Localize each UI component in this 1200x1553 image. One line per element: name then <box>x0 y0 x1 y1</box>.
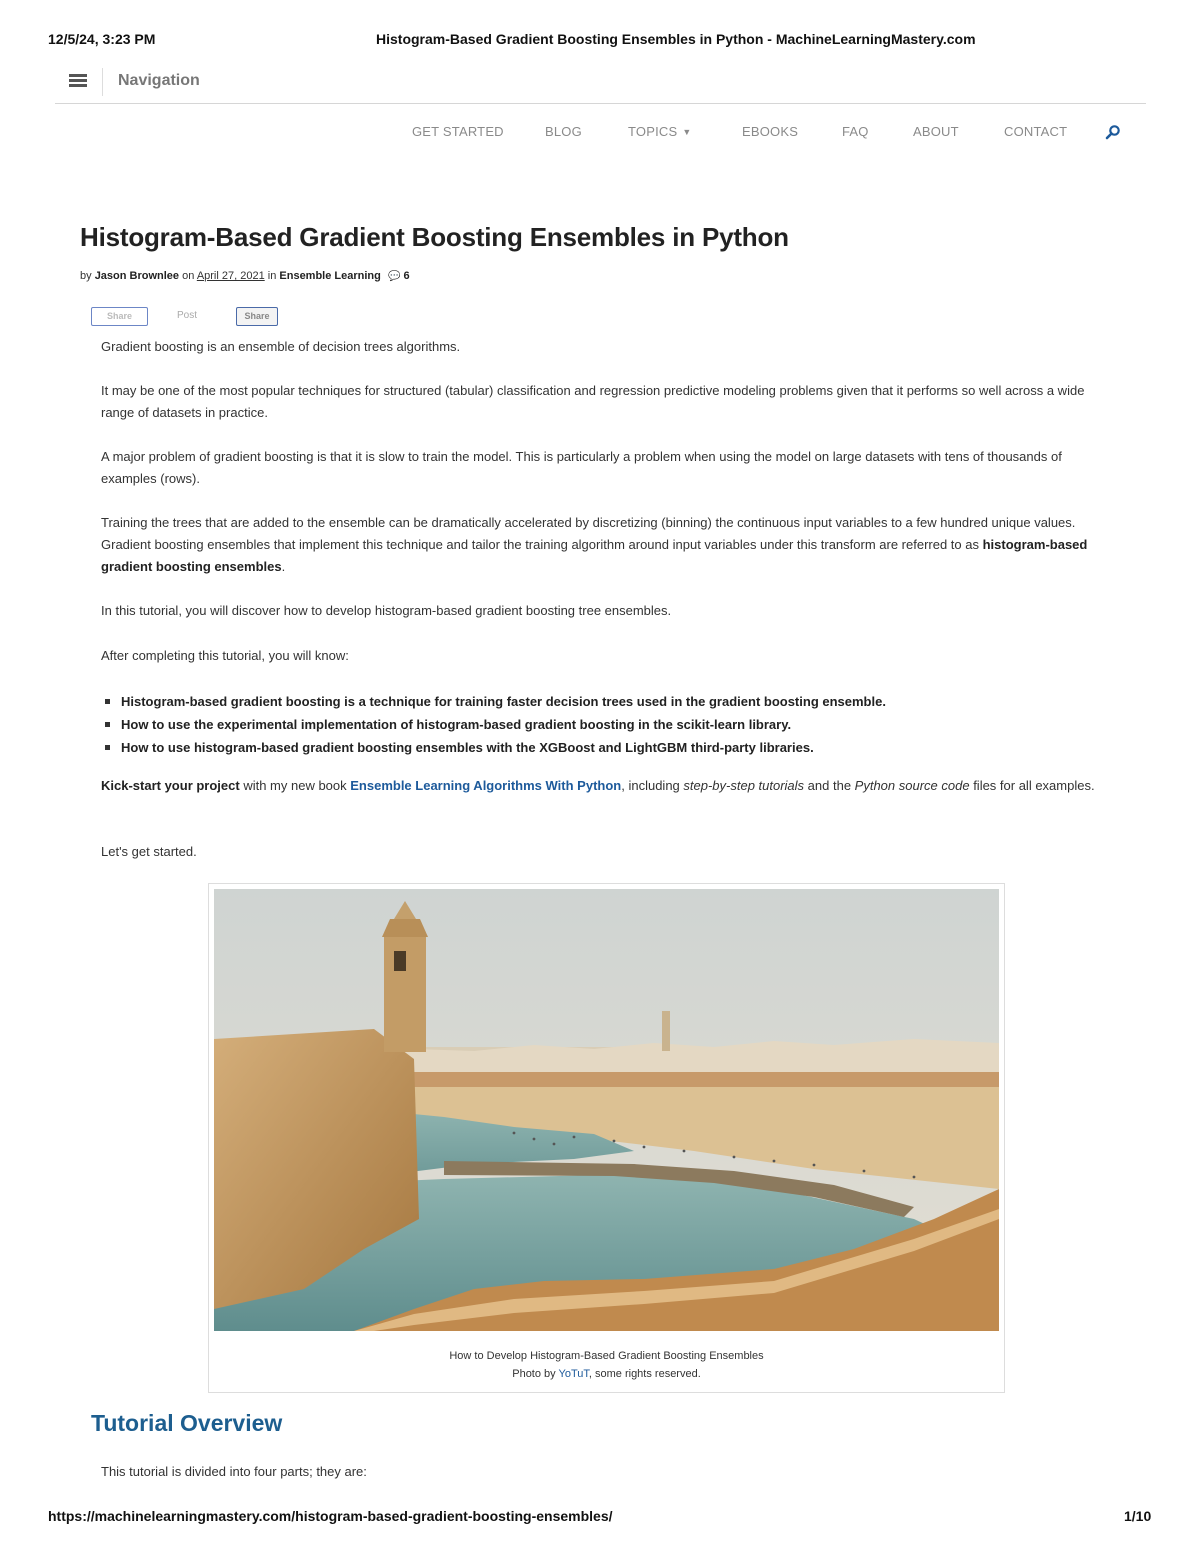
list-item: How to use histogram-based gradient boosting ensembles with the XGBoost and LightGBM third-party libraries. <box>103 736 1123 759</box>
comment-icon[interactable]: 💬 <box>387 271 401 282</box>
paragraph-4-bold: histogram-based gradient boosting ensembles <box>101 537 1088 574</box>
menu-item-ebooks[interactable]: EBOOKS <box>742 124 799 139</box>
comment-count[interactable]: 6 <box>403 270 410 282</box>
kickstart-text-3: and the <box>804 778 855 793</box>
navigation-label[interactable]: Navigation <box>118 72 200 89</box>
author-link[interactable]: Jason Brownlee <box>94 270 180 282</box>
list-item: Histogram-based gradient boosting is a technique for training faster decision trees used in the gradient boosting ensemble. <box>103 690 1123 713</box>
menu-item-about[interactable]: ABOUT <box>913 124 959 139</box>
paragraph-kickstart <box>101 775 1121 797</box>
menu-item-faq[interactable]: FAQ <box>842 124 869 139</box>
paragraph-1: Gradient boosting is an ensemble of decision trees algorithms. <box>101 339 461 354</box>
caret-down-icon: ▼ <box>682 127 692 137</box>
kickstart-italic-2: Python source code <box>854 778 970 793</box>
kickstart-italic-1: step-by-step tutorials <box>683 778 805 793</box>
photographer-link[interactable]: YoTuT <box>558 1368 589 1380</box>
book-link[interactable]: Ensemble Learning Algorithms With Python <box>350 778 622 793</box>
navbar <box>55 60 1146 104</box>
menu-item-topics[interactable] <box>628 124 691 139</box>
figure-caption <box>209 1347 1004 1383</box>
print-page-number: 1/10 <box>1124 1508 1152 1524</box>
category-link[interactable]: Ensemble Learning <box>279 270 381 282</box>
menu-item-topics-label: TOPICS <box>628 124 678 139</box>
byline-by: by <box>80 270 92 282</box>
paragraph-5: In this tutorial, you will discover how to develop histogram-based gradient boosting tree ensembles. <box>101 603 672 618</box>
paragraph-3: A major problem of gradient boosting is that it is slow to train the model. This is particularly a problem when using the model on large datasets with tens of thousands of examples (rows). <box>101 449 1062 486</box>
print-datetime: 12/5/24, 3:23 PM <box>48 31 156 47</box>
search-icon[interactable] <box>1105 124 1121 140</box>
print-doc-title: Histogram-Based Gradient Boosting Ensembles in Python - MachineLearningMastery.com <box>376 31 976 47</box>
paragraph-4 <box>101 512 1121 578</box>
section-heading-tutorial-overview: Tutorial Overview <box>91 1410 283 1436</box>
menu-item-get-started[interactable]: GET STARTED <box>412 124 504 139</box>
kickstart-bold: Kick-start your project <box>101 778 240 793</box>
print-header <box>0 31 1200 51</box>
byline-on: on <box>182 270 195 282</box>
paragraph-6: After completing this tutorial, you will know: <box>101 648 349 663</box>
main-menu <box>0 124 1200 144</box>
menu-item-contact[interactable]: CONTACT <box>1004 124 1068 139</box>
share-button[interactable]: Share <box>91 307 148 326</box>
hamburger-menu-icon[interactable] <box>69 74 87 88</box>
caption-rights: , some rights reserved. <box>588 1368 701 1380</box>
article-figure <box>208 883 1005 1393</box>
date-link[interactable]: April 27, 2021 <box>196 270 265 282</box>
kickstart-text-2: , including <box>621 778 684 793</box>
paragraph-lets-get-started: Let's get started. <box>101 844 197 859</box>
print-url: https://machinelearningmastery.com/histogram-based-gradient-boosting-ensembles/ <box>48 1508 613 1524</box>
byline <box>80 270 410 282</box>
learning-outcomes-list <box>103 690 1123 759</box>
paragraph-4-text: Training the trees that are added to the ensemble can be dramatically accelerated by discretizing (binning) the continuous input variables to a few hundred unique values. Gradient boosting ensembles that implement this technique and tailor the training algorithm around input variables under this transform are referred to as <box>101 515 1076 552</box>
beach-fortress-photo <box>214 889 999 1331</box>
nav-divider <box>102 68 103 96</box>
kickstart-text-4: files for all examples. <box>969 778 1095 793</box>
share-button-secondary[interactable]: Share <box>236 307 278 326</box>
menu-item-blog[interactable]: BLOG <box>545 124 582 139</box>
byline-in: in <box>267 270 277 282</box>
overview-intro: This tutorial is divided into four parts; they are: <box>101 1464 367 1479</box>
paragraph-4-end: . <box>281 559 286 574</box>
caption-line-2 <box>209 1365 1004 1383</box>
post-button[interactable]: Post <box>177 310 198 321</box>
paragraph-2: It may be one of the most popular techniques for structured (tabular) classification and regression predictive modeling problems given that it performs so well across a wide range of datasets in practice. <box>101 383 1085 420</box>
list-item: How to use the experimental implementation of histogram-based gradient boosting in the scikit-learn library. <box>103 713 1123 736</box>
article-title: Histogram-Based Gradient Boosting Ensembles in Python <box>80 222 789 252</box>
caption-line-1: How to Develop Histogram-Based Gradient Boosting Ensembles <box>449 1350 764 1362</box>
caption-photo-by: Photo by <box>512 1368 559 1380</box>
kickstart-text-1: with my new book <box>239 778 351 793</box>
